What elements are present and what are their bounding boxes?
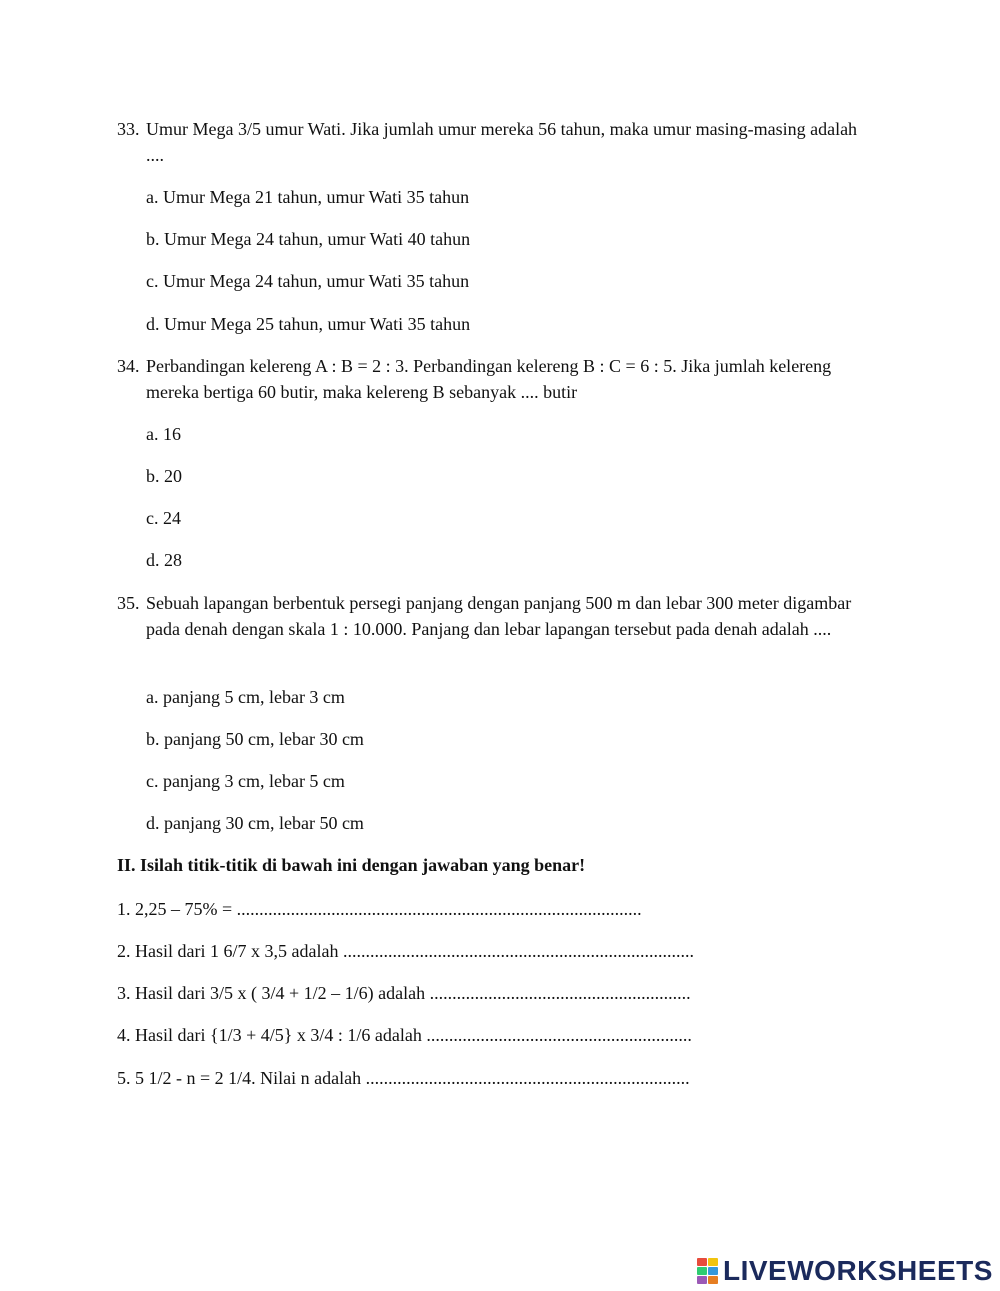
fill-item-1: 1. 2,25 – 75% = .......................................................................................... xyxy=(117,899,642,919)
fill-item-5: 5. 5 1/2 - n = 2 1/4. Nilai n adalah ........................................................................ xyxy=(117,1068,690,1088)
question-number: 34. xyxy=(117,356,140,376)
option-33-d: d. Umur Mega 25 tahun, umur Wati 35 tahun xyxy=(146,314,471,334)
option-34-c: c. 24 xyxy=(146,508,181,528)
option-35-b: b. panjang 50 cm, lebar 30 cm xyxy=(146,729,364,749)
option-35-a: a. panjang 5 cm, lebar 3 cm xyxy=(146,687,345,707)
question-35 xyxy=(117,590,877,642)
option-35-c: c. panjang 3 cm, lebar 5 cm xyxy=(146,771,345,791)
option-33-b: b. Umur Mega 24 tahun, umur Wati 40 tahun xyxy=(146,229,471,249)
liveworksheets-logo xyxy=(697,1255,993,1287)
question-33 xyxy=(117,116,877,168)
question-text: Umur Mega 3/5 umur Wati. Jika jumlah umur mereka 56 tahun, maka umur masing-masing adalah .... xyxy=(146,119,858,165)
question-number: 35. xyxy=(117,593,140,613)
option-34-b: b. 20 xyxy=(146,466,182,486)
option-34-a: a. 16 xyxy=(146,424,181,444)
question-text: Sebuah lapangan berbentuk persegi panjang dengan panjang 500 m dan lebar 300 meter digambar pada denah dengan skala 1 : 10.000. Panjang dan lebar lapangan tersebut pada denah adalah .... xyxy=(146,593,852,639)
liveworksheets-logo-icon xyxy=(697,1258,719,1284)
logo-text: LIVEWORKSHEETS xyxy=(723,1255,993,1286)
option-35-d: d. panjang 30 cm, lebar 50 cm xyxy=(146,813,364,833)
question-number: 33. xyxy=(117,119,140,139)
option-34-d: d. 28 xyxy=(146,550,182,570)
option-33-a: a. Umur Mega 21 tahun, umur Wati 35 tahun xyxy=(146,187,470,207)
question-34 xyxy=(117,353,877,405)
fill-item-3: 3. Hasil dari 3/5 x ( 3/4 + 1/2 – 1/6) adalah .......................................................... xyxy=(117,983,691,1003)
fill-item-4: 4. Hasil dari {1/3 + 4/5} x 3/4 : 1/6 adalah ........................................................... xyxy=(117,1025,692,1045)
option-33-c: c. Umur Mega 24 tahun, umur Wati 35 tahun xyxy=(146,271,470,291)
question-text: Perbandingan kelereng A : B = 2 : 3. Perbandingan kelereng B : C = 6 : 5. Jika jumlah kelereng mereka bertiga 60 butir, maka kelereng B sebanyak .... butir xyxy=(146,356,832,402)
section-heading: II. Isilah titik-titik di bawah ini dengan jawaban yang benar! xyxy=(117,855,586,875)
fill-item-2: 2. Hasil dari 1 6/7 x 3,5 adalah .............................................................................. xyxy=(117,941,694,961)
